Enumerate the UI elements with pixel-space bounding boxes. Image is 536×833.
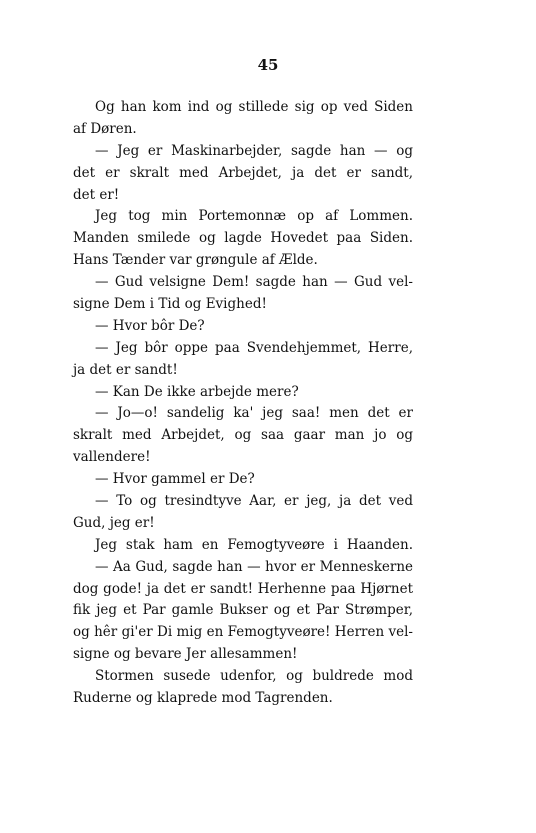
text-line: det er skralt med Arbejdet, ja det er sandt, [73,164,413,181]
text-line: dog gode! ja det er sandt! Herhenne paa Hjørnet [73,580,413,597]
page-number: 45 [257,56,279,74]
text-line: Jeg tog min Portemonnæ op af Lommen. [95,208,413,225]
text-line: — Gud velsigne Dem! sagde han — Gud vel- [95,274,413,291]
text-line: — Kan De ikke arbejde mere? [95,383,299,400]
text-line: Hans Tænder var grøngule af Ælde. [73,252,318,269]
text-line: signe Dem i Tid og Evighed! [73,296,267,313]
text-line: — To og tresindtyve Aar, er jeg, ja det ved [95,493,413,510]
text-line: det er! [73,186,120,203]
text-line: Stormen susede udenfor, og buldrede mod [95,668,413,685]
text-line: — Jeg er Maskinarbejder, sagde han — og [95,142,413,159]
body-text [73,97,413,710]
text-line: Ruderne og klaprede mod Tagrenden. [73,690,333,707]
text-line: Og han kom ind og stillede sig op ved Siden [95,99,413,115]
text-line: — Aa Gud, sagde han — hvor er Menneskerne [95,558,413,575]
text-line: og hêr gi'er Di mig en Femogtyveøre! Herren vel- [73,624,413,641]
text-line: vallendere! [73,449,151,466]
text-line: Gud, jeg er! [73,514,155,531]
text-line: — Hvor bôr De? [95,317,205,334]
text-line: fik jeg et Par gamle Bukser og et Par Strømper, [73,602,413,619]
text-line: signe og bevare Jer allesammen! [73,646,298,663]
text-line: — Hvor gammel er De? [95,471,255,488]
text-line: Jeg stak ham en Femogtyveøre i Haanden. [95,536,413,553]
text-line: Manden smilede og lagde Hovedet paa Siden. [73,230,413,247]
text-line: skralt med Arbejdet, og saa gaar man jo og [73,427,413,444]
text-line: ja det er sandt! [73,361,178,378]
text-line: af Døren. [73,120,137,137]
text-line: — Jeg bôr oppe paa Svendehjemmet, Herre, [95,339,413,356]
text-line: — Jo—o! sandelig ka' jeg saa! men det er [95,405,413,422]
